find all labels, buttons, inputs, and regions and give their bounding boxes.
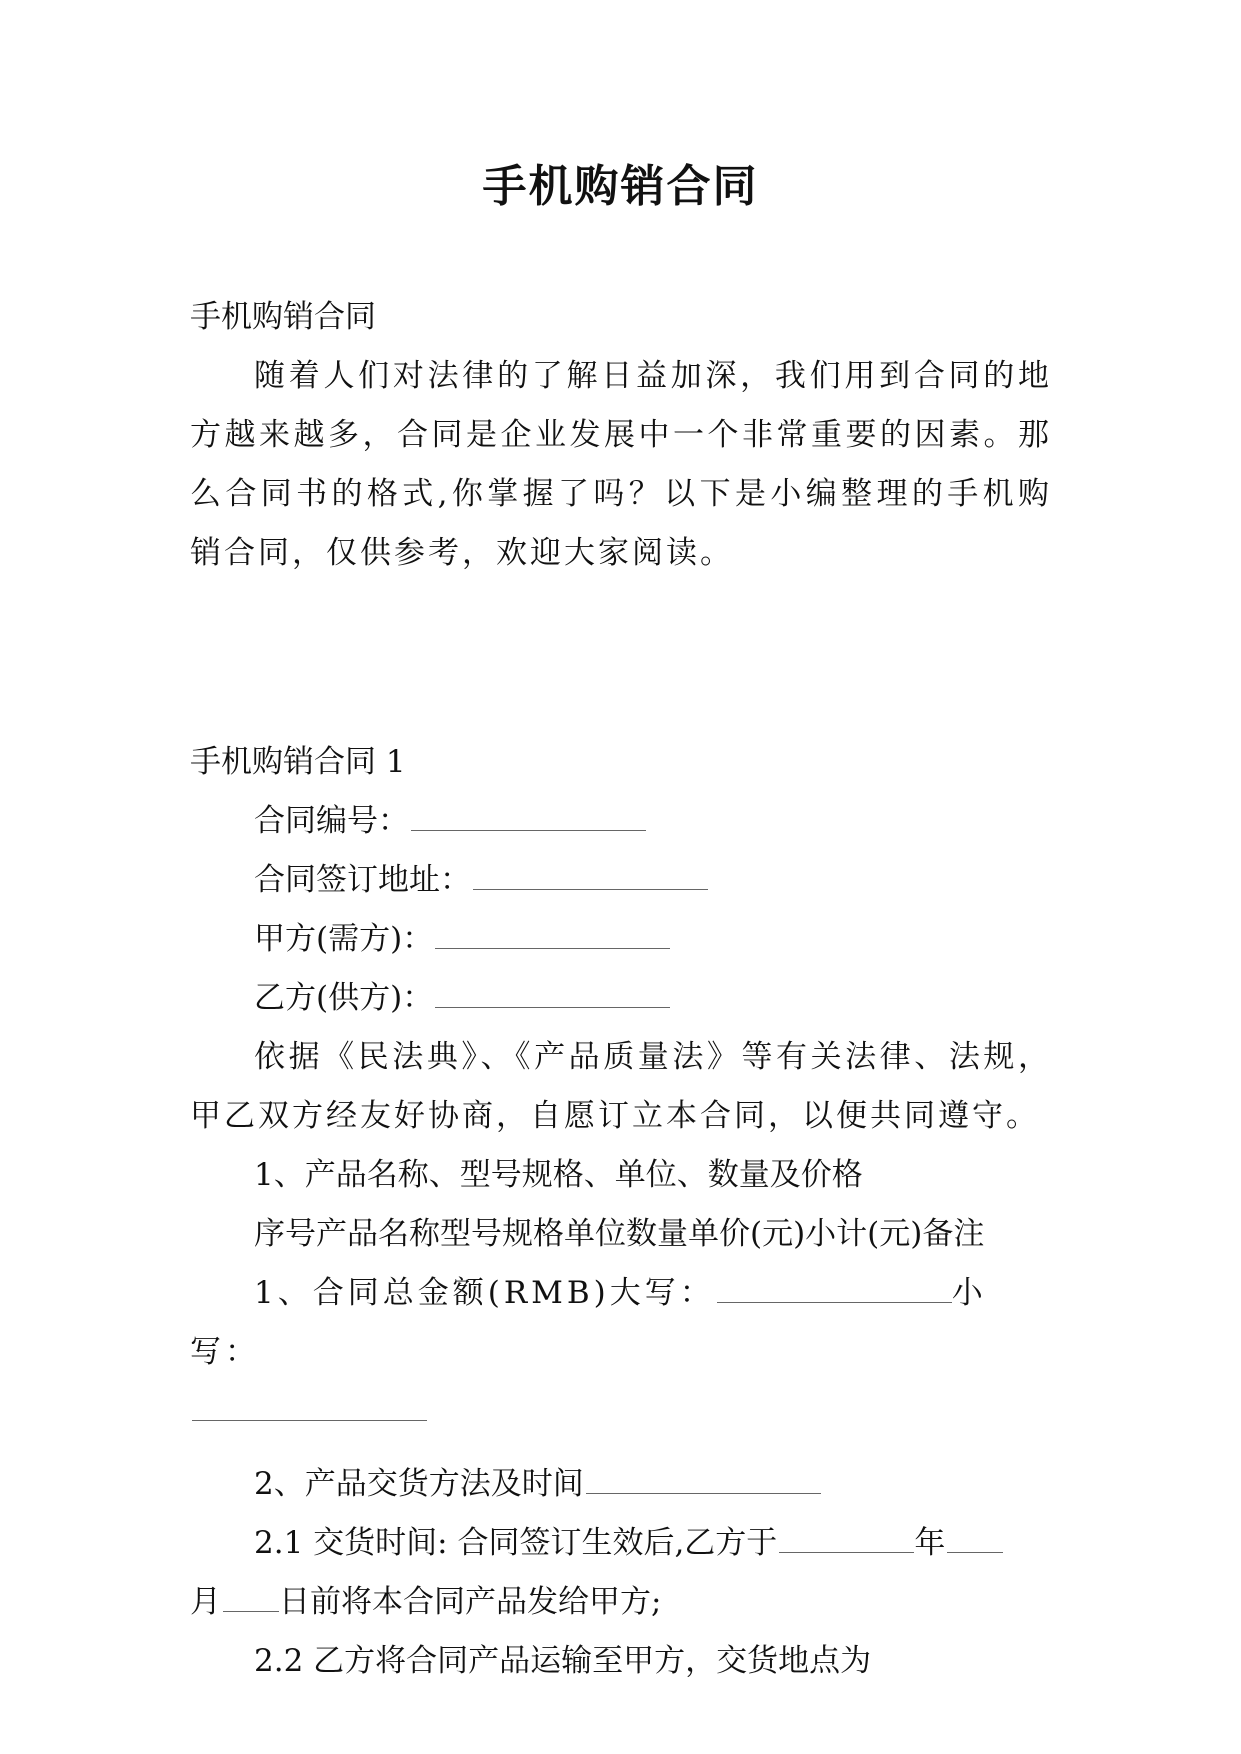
section-gap xyxy=(190,583,1052,733)
party-b-blank xyxy=(435,977,670,1008)
item-2-1-line-cont xyxy=(190,1573,1052,1632)
total-amount-label: 1、合同总金额(RMB)大写： xyxy=(254,1275,715,1311)
party-a-label: 甲方(需方)： xyxy=(254,921,434,957)
total-amount-line xyxy=(190,1264,1052,1382)
sign-place-label: 合同签订地址： xyxy=(254,862,471,898)
party-a-blank xyxy=(435,918,670,949)
sign-place-line xyxy=(190,851,1052,910)
item-2-2-line: 2.2 乙方将合同产品运输至甲方，交货地点为 xyxy=(254,1643,872,1679)
item-1-heading: 1、产品名称、型号规格、单位、数量及价格 xyxy=(254,1157,863,1193)
contract-number-label: 合同编号： xyxy=(254,803,409,839)
contract-number-line xyxy=(190,792,1052,851)
document-heading: 手机购销合同 xyxy=(190,299,376,335)
item-2-1-text: 2.1 交货时间: 合同签订生效后,乙方于 xyxy=(254,1525,778,1561)
total-small-blank-line xyxy=(190,1382,1052,1441)
day-blank xyxy=(223,1581,279,1612)
item-2-blank xyxy=(586,1463,821,1494)
month-blank xyxy=(947,1522,1003,1553)
month-label: 月 xyxy=(190,1584,221,1620)
item-2-1-tail: 日前将本合同产品发给甲方; xyxy=(279,1584,662,1620)
document-body xyxy=(190,288,1052,1691)
item-2-heading: 2、产品交货方法及时间 xyxy=(254,1466,584,1502)
party-b-label: 乙方(供方)： xyxy=(254,980,434,1016)
total-amount-big-blank xyxy=(717,1272,952,1303)
total-small-blank xyxy=(192,1390,427,1421)
year-label: 年 xyxy=(914,1525,946,1561)
party-b-line xyxy=(190,969,1052,1028)
item-2-heading-line xyxy=(190,1455,1052,1514)
party-a-line xyxy=(190,910,1052,969)
table-header-line: 序号产品名称型号规格单位数量单价(元)小计(元)备注 xyxy=(254,1216,985,1252)
total-small-label: 小写： xyxy=(190,1275,987,1370)
intro-paragraph: 随着人们对法律的了解日益加深，我们用到合同的地方越来越多，合同是企业发展中一个非常重要的因素。那么合同书的格式,你掌握了吗？以下是小编整理的手机购销合同，仅供参考，欢迎大家阅读。 xyxy=(190,358,1052,571)
sign-place-blank xyxy=(473,859,708,890)
year-blank xyxy=(779,1522,914,1553)
document-title: 手机购销合同 xyxy=(482,161,759,212)
section-title: 手机购销合同 1 xyxy=(190,744,406,780)
contract-number-blank xyxy=(411,800,646,831)
item-2-1-line xyxy=(190,1514,1052,1573)
basis-paragraph: 依据《民法典》、《产品质量法》等有关法律、法规，甲乙双方经友好协商，自愿订立本合同，以便共同遵守。 xyxy=(190,1039,1052,1134)
